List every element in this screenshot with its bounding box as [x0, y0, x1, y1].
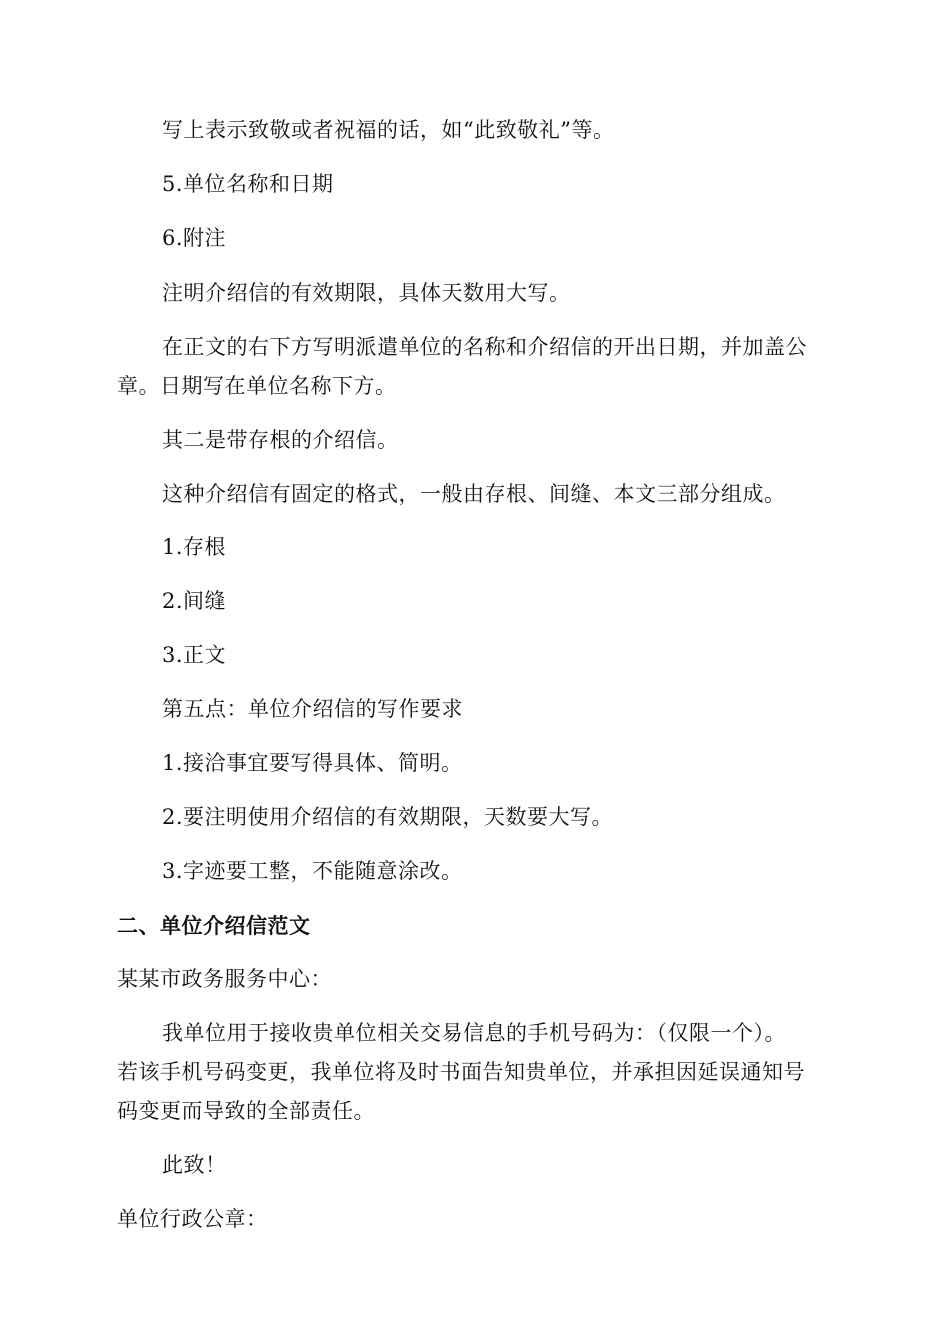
letter-recipient: 某某市政务服务中心：: [117, 967, 332, 991]
letter-closing: 此致！: [162, 1153, 227, 1177]
paragraph-type-two: 其二是带存根的介绍信。: [162, 428, 399, 452]
list-item-body: 3.正文: [162, 643, 227, 667]
letter-seal-line: 单位行政公章：: [117, 1207, 268, 1231]
letter-body-line-3: 码变更而导致的全部责任。: [117, 1099, 375, 1123]
requirement-item-2: 2.要注明使用介绍信的有效期限，天数要大写。: [162, 805, 614, 829]
section-heading: 二、单位介绍信范文: [117, 913, 311, 938]
requirement-item-1: 1.接洽事宜要写得具体、简明。: [162, 751, 463, 775]
letter-body-line-1: 我单位用于接收贵单位相关交易信息的手机号码为：（仅限一个）。: [162, 1021, 786, 1045]
paragraph-format: 这种介绍信有固定的格式，一般由存根、间缝、本文三部分组成。: [162, 482, 786, 506]
requirement-item-3: 3.字迹要工整，不能随意涂改。: [162, 859, 463, 883]
paragraph-signature-line-1: 在正文的右下方写明派遣单位的名称和介绍信的开出日期，并加盖公: [162, 335, 807, 359]
section-subtitle: 第五点：单位介绍信的写作要求: [162, 697, 463, 721]
letter-body-line-2: 若该手机号码变更，我单位将及时书面告知贵单位，并承担因延误通知号: [117, 1060, 805, 1084]
list-item-6: 6.附注: [162, 226, 227, 250]
list-item-stub: 1.存根: [162, 535, 227, 559]
list-item-5: 5.单位名称和日期: [162, 172, 334, 196]
paragraph-closing-note: 写上表示致敬或者祝福的话，如“此致敬礼”等。: [162, 118, 615, 142]
paragraph-signature-line-2: 章。日期写在单位名称下方。: [117, 374, 397, 398]
paragraph-validity-note: 注明介绍信的有效期限，具体天数用大写。: [162, 281, 571, 305]
list-item-seam: 2.间缝: [162, 589, 227, 613]
